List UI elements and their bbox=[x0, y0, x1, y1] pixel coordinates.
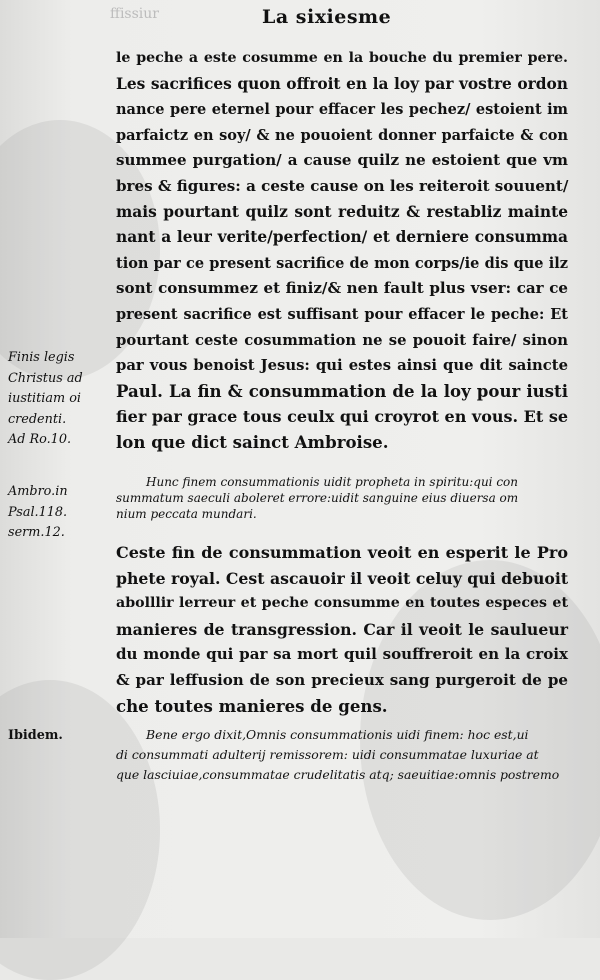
text-line: parfaictz en soy/ & ne pouoient donner parfaicte & con bbox=[116, 126, 568, 144]
text-line: pourtant ceste cosummation ne se pouoit faire/ sinon bbox=[116, 331, 568, 349]
latin-line: que lasciuiae,consummatae crudelitatis atq; saeuitiae:omnis postremo bbox=[116, 767, 560, 782]
note-line: Ad Ro.10. bbox=[8, 432, 72, 447]
text-line: par vous benoist Jesus: qui estes ainsi que dit saincte bbox=[116, 357, 568, 375]
text-line: phete royal. Cest ascauoir il veoit celuy qui debuoit bbox=[116, 568, 569, 588]
latin-line: Bene ergo dixit,Omnis consummationis uidi finem: hoc est,ui bbox=[146, 727, 529, 742]
text-line: du monde qui par sa mort quil souffreroit en la croix bbox=[116, 645, 568, 664]
latin-line: Hunc finem consummationis uidit propheta in spiritu:qui con bbox=[146, 475, 519, 489]
margin-note-ibidem bbox=[8, 726, 112, 747]
text-line: tion par ce present sacrifice de mon corps/ie dis que ilz bbox=[116, 254, 568, 272]
text-line: lon que dict sainct Ambroise. bbox=[116, 431, 389, 452]
note-line: Christus ad bbox=[8, 370, 83, 386]
text-line: mais pourtant quilz sont reduitz & restabliz mainte bbox=[116, 202, 568, 221]
text-line: bres & figures: a ceste cause on les reiteroit souuent/ bbox=[116, 176, 569, 195]
text-line: abolllir lerreur et peche consumme en toutes especes et bbox=[116, 595, 568, 612]
text-line: che toutes manieres de gens. bbox=[116, 695, 388, 716]
margin-note-ambrose bbox=[8, 482, 112, 544]
note-line: credenti. bbox=[8, 411, 67, 427]
text-line: sont consummez et finiz/& nen fault plus vser: car ce bbox=[116, 279, 568, 298]
latin-line: summatum saeculi aboleret errore:uidit sanguine eius diuersa om bbox=[116, 491, 519, 505]
margin-note-finis-legis bbox=[8, 348, 112, 451]
note-line: serm.12. bbox=[8, 525, 65, 540]
bleed-through-text: ffissiur bbox=[110, 6, 159, 22]
latin-line: nium peccata mundari. bbox=[116, 507, 257, 521]
text-line: nance pere eternel pour effacer les pechez/ estoient im bbox=[116, 101, 568, 119]
text-line: le peche a este cosumme en la bouche du premier pere. bbox=[116, 50, 568, 66]
text-line: summee purgation/ a cause quilz ne estoient que vm bbox=[116, 151, 568, 170]
note-line: iustitiam oi bbox=[8, 391, 82, 406]
latin-quote-1 bbox=[116, 474, 570, 522]
text-line: Les sacrifices quon offroit en la loy par vostre ordon bbox=[116, 74, 568, 93]
paragraph-2 bbox=[116, 540, 568, 719]
note-line: Ambro.in bbox=[8, 484, 68, 499]
latin-quote-2 bbox=[116, 725, 570, 785]
text-line: present sacrifice est suffisant pour effacer le peche: Et bbox=[116, 305, 568, 323]
latin-line: di consummati adulterij remissorem: uidi consummatae luxuriae at bbox=[116, 747, 539, 762]
text-line: fier par grace tous ceulx qui croyrot en vous. Et se bbox=[116, 407, 569, 427]
note-line: Psal.118. bbox=[8, 504, 68, 520]
text-line: Ceste fin de consummation veoit en esperit le Pro bbox=[116, 543, 568, 562]
text-line: nant a leur verite/perfection/ et derniere consumma bbox=[116, 228, 568, 247]
text-line: Paul. La fin & consummation de la loy pour iusti bbox=[116, 380, 568, 401]
note-line: Ibidem. bbox=[8, 728, 63, 743]
page-header: La sixiesme bbox=[262, 6, 392, 28]
note-line: Finis legis bbox=[8, 350, 75, 365]
text-line: manieres de transgression. Car il veoit le saulueur bbox=[116, 619, 568, 639]
text-line: & par leffusion de son precieux sang purgeroit de pe bbox=[116, 670, 568, 689]
paragraph-1 bbox=[116, 46, 568, 456]
